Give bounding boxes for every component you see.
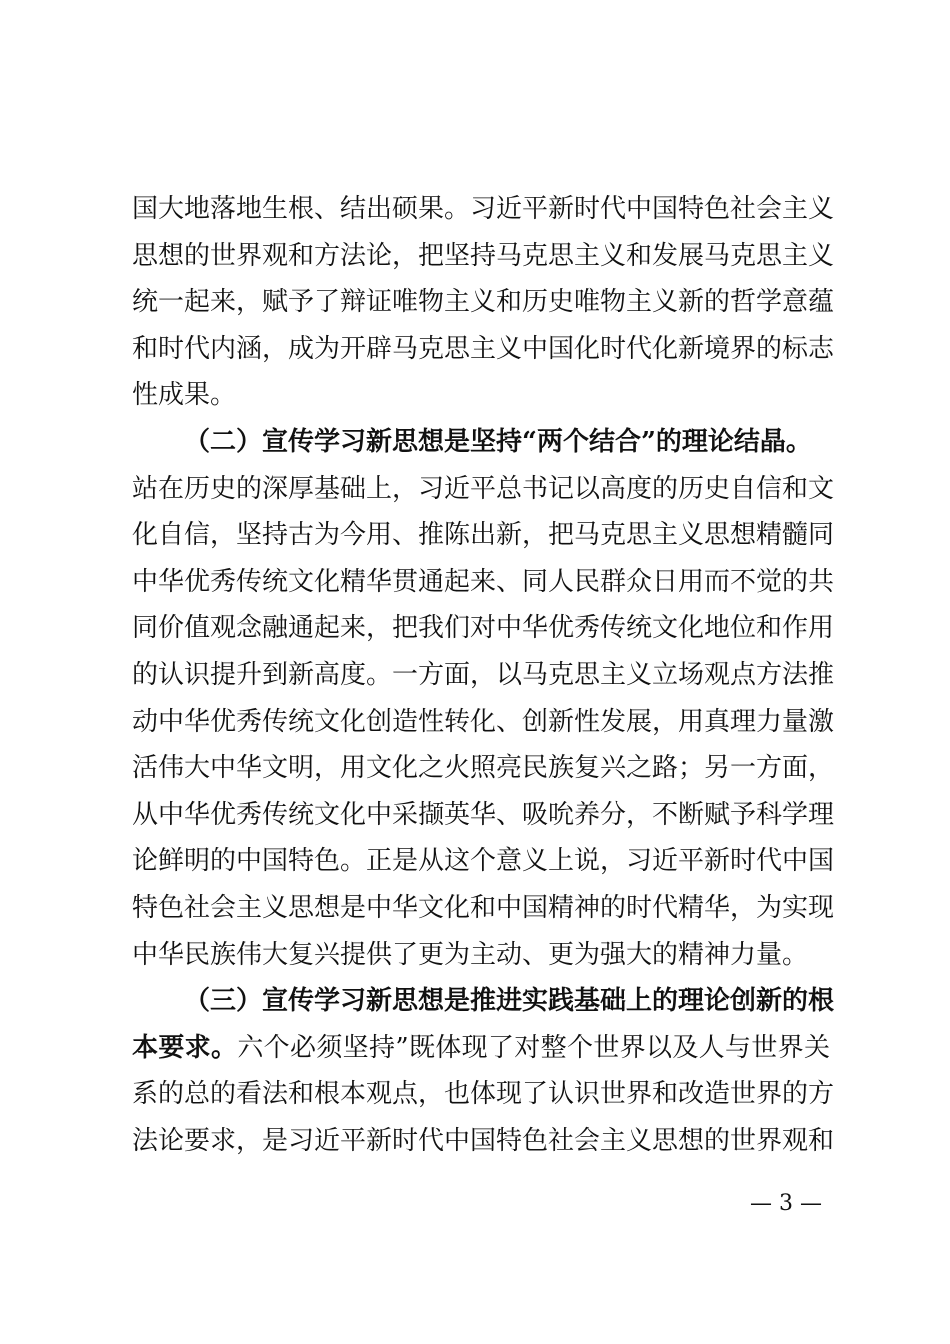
section-heading: （二）宣传学习新思想是坚持“两个结合”的理论结晶。	[184, 426, 812, 457]
section-heading: （三）宣传学习新思想是推进实践基础上的理论创新的根	[184, 986, 835, 1017]
text-line: 化自信，坚持古为今用、推陈出新，把马克思主义思想精髓同	[132, 520, 835, 551]
text-line: 和时代内涵，成为开辟马克思主义中国化时代化新境界的标志	[132, 333, 835, 364]
text-span: 六个必须坚持”既体现了对整个世界以及人与世界关	[237, 1032, 830, 1063]
text-line: 特色社会主义思想是中华文化和中国精神的时代精华，为实现	[132, 892, 835, 923]
text-line	[132, 1025, 830, 1072]
text-line: 法论要求，是习近平新时代中国特色社会主义思想的世界观和	[132, 1125, 835, 1156]
document-body	[132, 186, 835, 1164]
text-line: 系的总的看法和根本观点，也体现了认识世界和改造世界的方	[132, 1079, 835, 1110]
text-line: 站在历史的深厚基础上，习近平总书记以高度的历史自信和文	[132, 473, 835, 504]
text-line: 性成果。	[132, 380, 237, 411]
text-line: 中华民族伟大复兴提供了更为主动、更为强大的精神力量。	[132, 939, 809, 970]
text-line: 中华优秀传统文化精华贯通起来、同人民群众日用而不觉的共	[132, 566, 835, 597]
text-line: 从中华优秀传统文化中采撷英华、吸吮养分，不断赋予科学理	[132, 799, 835, 830]
text-line: 国大地落地生根、结出硕果。习近平新时代中国特色社会主义	[132, 194, 835, 224]
text-line: 活伟大中华文明，用文化之火照亮民族复兴之路；另一方面，	[132, 753, 835, 784]
text-line: 同价值观念融通起来，把我们对中华优秀传统文化地位和作用	[132, 613, 835, 644]
text-line: 思想的世界观和方法论，把坚持马克思主义和发展马克思主义	[132, 240, 835, 271]
section-heading-tail: 本要求。	[132, 1032, 238, 1063]
text-line: 的认识提升到新高度。一方面，以马克思主义立场观点方法推	[132, 659, 835, 690]
text-line: 动中华优秀传统文化创造性转化、创新性发展，用真理力量激	[132, 706, 835, 737]
page-number: — 3 —	[750, 1191, 822, 1216]
text-line: 论鲜明的中国特色。正是从这个意义上说，习近平新时代中国	[132, 846, 835, 877]
text-line: 统一起来，赋予了辩证唯物主义和历史唯物主义新的哲学意蕴	[132, 287, 835, 318]
